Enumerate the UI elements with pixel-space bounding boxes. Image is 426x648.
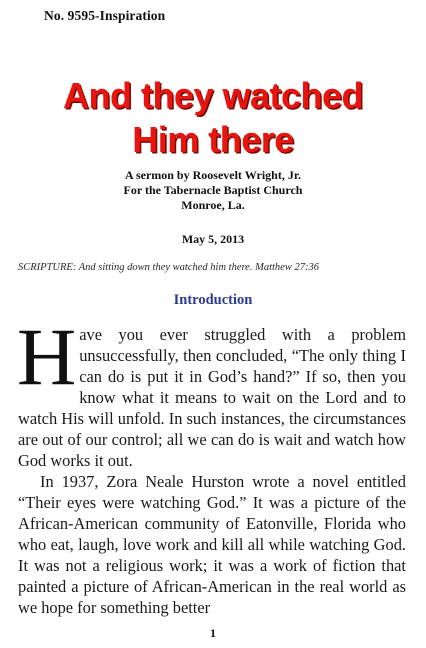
section-heading-introduction: Introduction <box>173 292 253 308</box>
byline <box>0 168 426 213</box>
document-number: No. 9595-Inspiration <box>44 8 166 23</box>
drop-cap: H <box>17 311 77 402</box>
body-text <box>17 311 406 618</box>
byline-church: For the Tabernacle Baptist Church <box>123 183 303 197</box>
title-line-1: And they watched <box>62 75 364 116</box>
title-line-2: Him there <box>132 119 294 160</box>
paragraph-2: In 1937, Zora Neale Hurston wrote a novel entitled “Their eyes were watching God.” It was a picture of the African-American community of Eatonville, Florida who who eat, laugh, love work and kill all while watching God. It was not a religious work; it was a work of fiction that painted a picture of African-American in the real world as we hope for something better <box>18 472 406 617</box>
sermon-date: May 5, 2013 <box>181 232 245 246</box>
scripture-reference: SCRIPTURE: And sitting down they watched him there. Matthew 27:36 <box>18 262 319 273</box>
sermon-title <box>0 74 426 162</box>
paragraph-1-text: ave you ever struggled with a problem unsuccessfully, then concluded, “The only thing I can do is put it in God’s hand?” If so, then you know what it means to wait on the Lord and to watch His will unfold. In such instances, the circumstances are out of our control; all we can do is wait and watch how God works it out. <box>18 325 406 470</box>
page-number: 1 <box>210 626 216 640</box>
byline-author: A sermon by Roosevelt Wright, Jr. <box>124 168 302 182</box>
byline-location: Monroe, La. <box>181 198 245 212</box>
paragraph-1 <box>17 311 406 471</box>
